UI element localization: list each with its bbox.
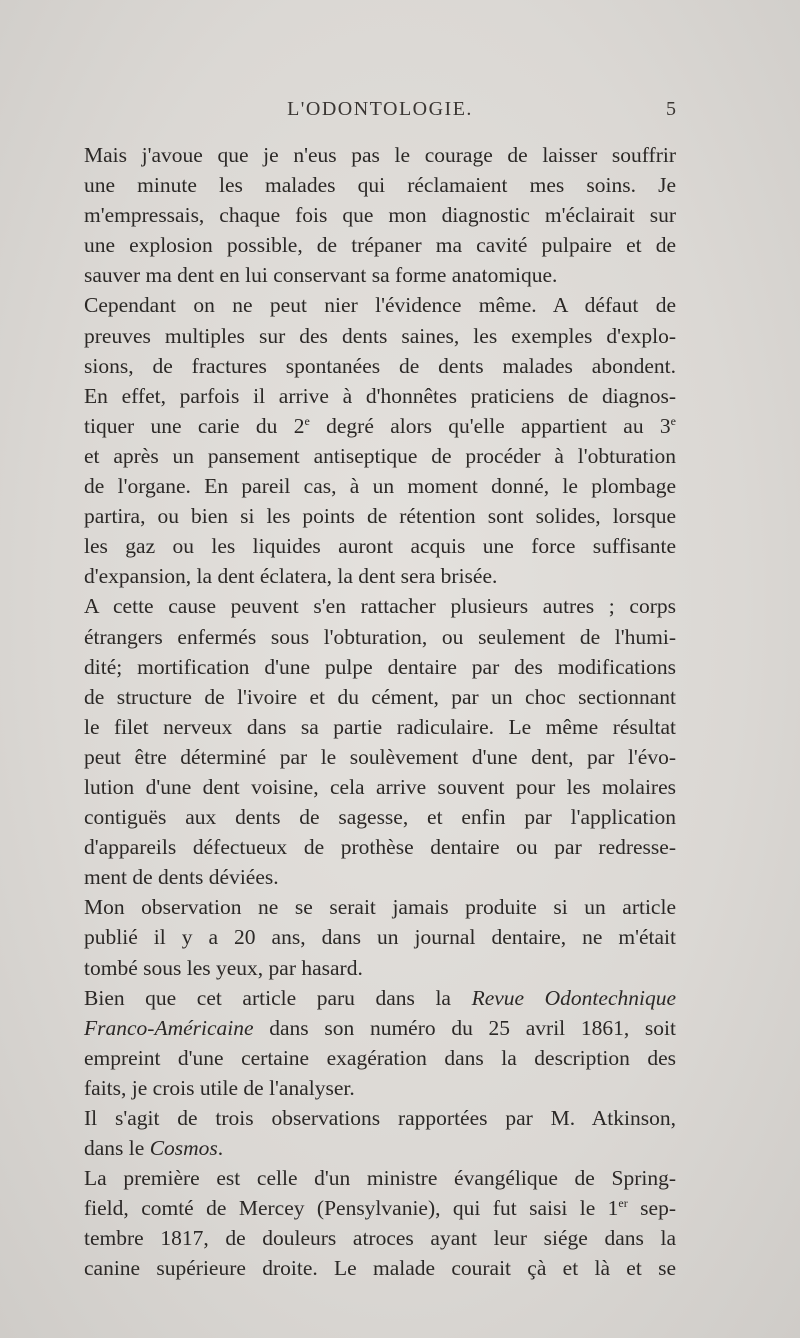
text-line: une explosion possible, de trépaner ma cavité pulpaire et de (84, 233, 676, 258)
text-line: le filet nerveux dans sa partie radiculaire. Le même résultat (84, 714, 676, 739)
text-line: Cependant on ne peut nier l'évidence même. A défaut de (84, 293, 676, 318)
text-line: tombé sous les yeux, par hasard. (84, 955, 363, 980)
text-line: et après un pansement antiseptique de procéder à l'obturation (84, 443, 676, 468)
text-line: A cette cause peuvent s'en rattacher plusieurs autres ; corps (84, 594, 676, 619)
text-line: Mon observation ne se serait jamais produite si un article (84, 895, 676, 920)
text-line: partira, ou bien si les points de rétention sont solides, lorsque (84, 504, 676, 529)
text-line: Bien que cet article paru dans la Revue Odontechnique (84, 985, 676, 1010)
text-line: tembre 1817, de douleurs atroces ayant leur siége dans la (84, 1226, 676, 1251)
text-line: de l'organe. En pareil cas, à un moment donné, le plombage (84, 474, 676, 499)
text-line: contiguës aux dents de sagesse, et enfin par l'application (84, 805, 676, 830)
text-line: empreint d'une certaine exagération dans la description des (84, 1045, 676, 1070)
text-line: de structure de l'ivoire et du cément, par un choc sectionnant (84, 684, 676, 709)
running-title: L'ODONTOLOGIE. (287, 98, 473, 120)
text-line: publié il y a 20 ans, dans un journal dentaire, ne m'était (84, 925, 676, 950)
text-line: preuves multiples sur des dents saines, les exemples d'explo- (84, 323, 676, 348)
page-header (84, 98, 676, 128)
text-line: peut être déterminé par le soulèvement d'une dent, par l'évo- (84, 744, 676, 769)
text-line: les gaz ou les liquides auront acquis une force suffisante (84, 534, 676, 559)
text-line: dans le Cosmos. (84, 1136, 224, 1161)
page-number: 5 (666, 98, 676, 120)
text-line: sions, de fractures spontanées de dents malades abondent. (84, 353, 676, 378)
text-line: dité; mortification d'une pulpe dentaire par des modifications (84, 654, 676, 679)
text-line: Il s'agit de trois observations rapportées par M. Atkinson, (84, 1106, 676, 1130)
text-line: sauver ma dent en lui conservant sa forme anatomique. (84, 263, 558, 288)
text-line: faits, je crois utile de l'analyser. (84, 1075, 355, 1100)
text-line: lution d'une dent voisine, cela arrive souvent pour les molaires (84, 774, 676, 799)
text-line: m'empressais, chaque fois que mon diagnostic m'éclairait sur (84, 203, 676, 228)
text-line: ment de dents déviées. (84, 865, 279, 890)
text-line: étrangers enfermés sous l'obturation, ou seulement de l'humi- (84, 624, 676, 649)
text-line: Mais j'avoue que je n'eus pas le courage de laisser souffrir (84, 143, 676, 167)
text-line: La première est celle d'un ministre évangélique de Spring- (84, 1166, 676, 1191)
text-line: une minute les malades qui réclamaient mes soins. Je (84, 173, 676, 198)
text-line: d'expansion, la dent éclatera, la dent sera brisée. (84, 564, 498, 589)
text-line: Franco-Américaine dans son numéro du 25 avril 1861, soit (84, 1015, 676, 1040)
text-line: field, comté de Mercey (Pensylvanie), qui fut saisi le 1er sep- (84, 1196, 676, 1221)
text-line: tiquer une carie du 2e degré alors qu'elle appartient au 3e (84, 413, 676, 438)
text-line: En effet, parfois il arrive à d'honnêtes praticiens de diagnos- (84, 383, 676, 408)
text-line: canine supérieure droite. Le malade courait çà et là et se (84, 1256, 676, 1281)
body-text (84, 140, 676, 1284)
text-line: d'appareils défectueux de prothèse dentaire ou par redresse- (84, 835, 676, 860)
